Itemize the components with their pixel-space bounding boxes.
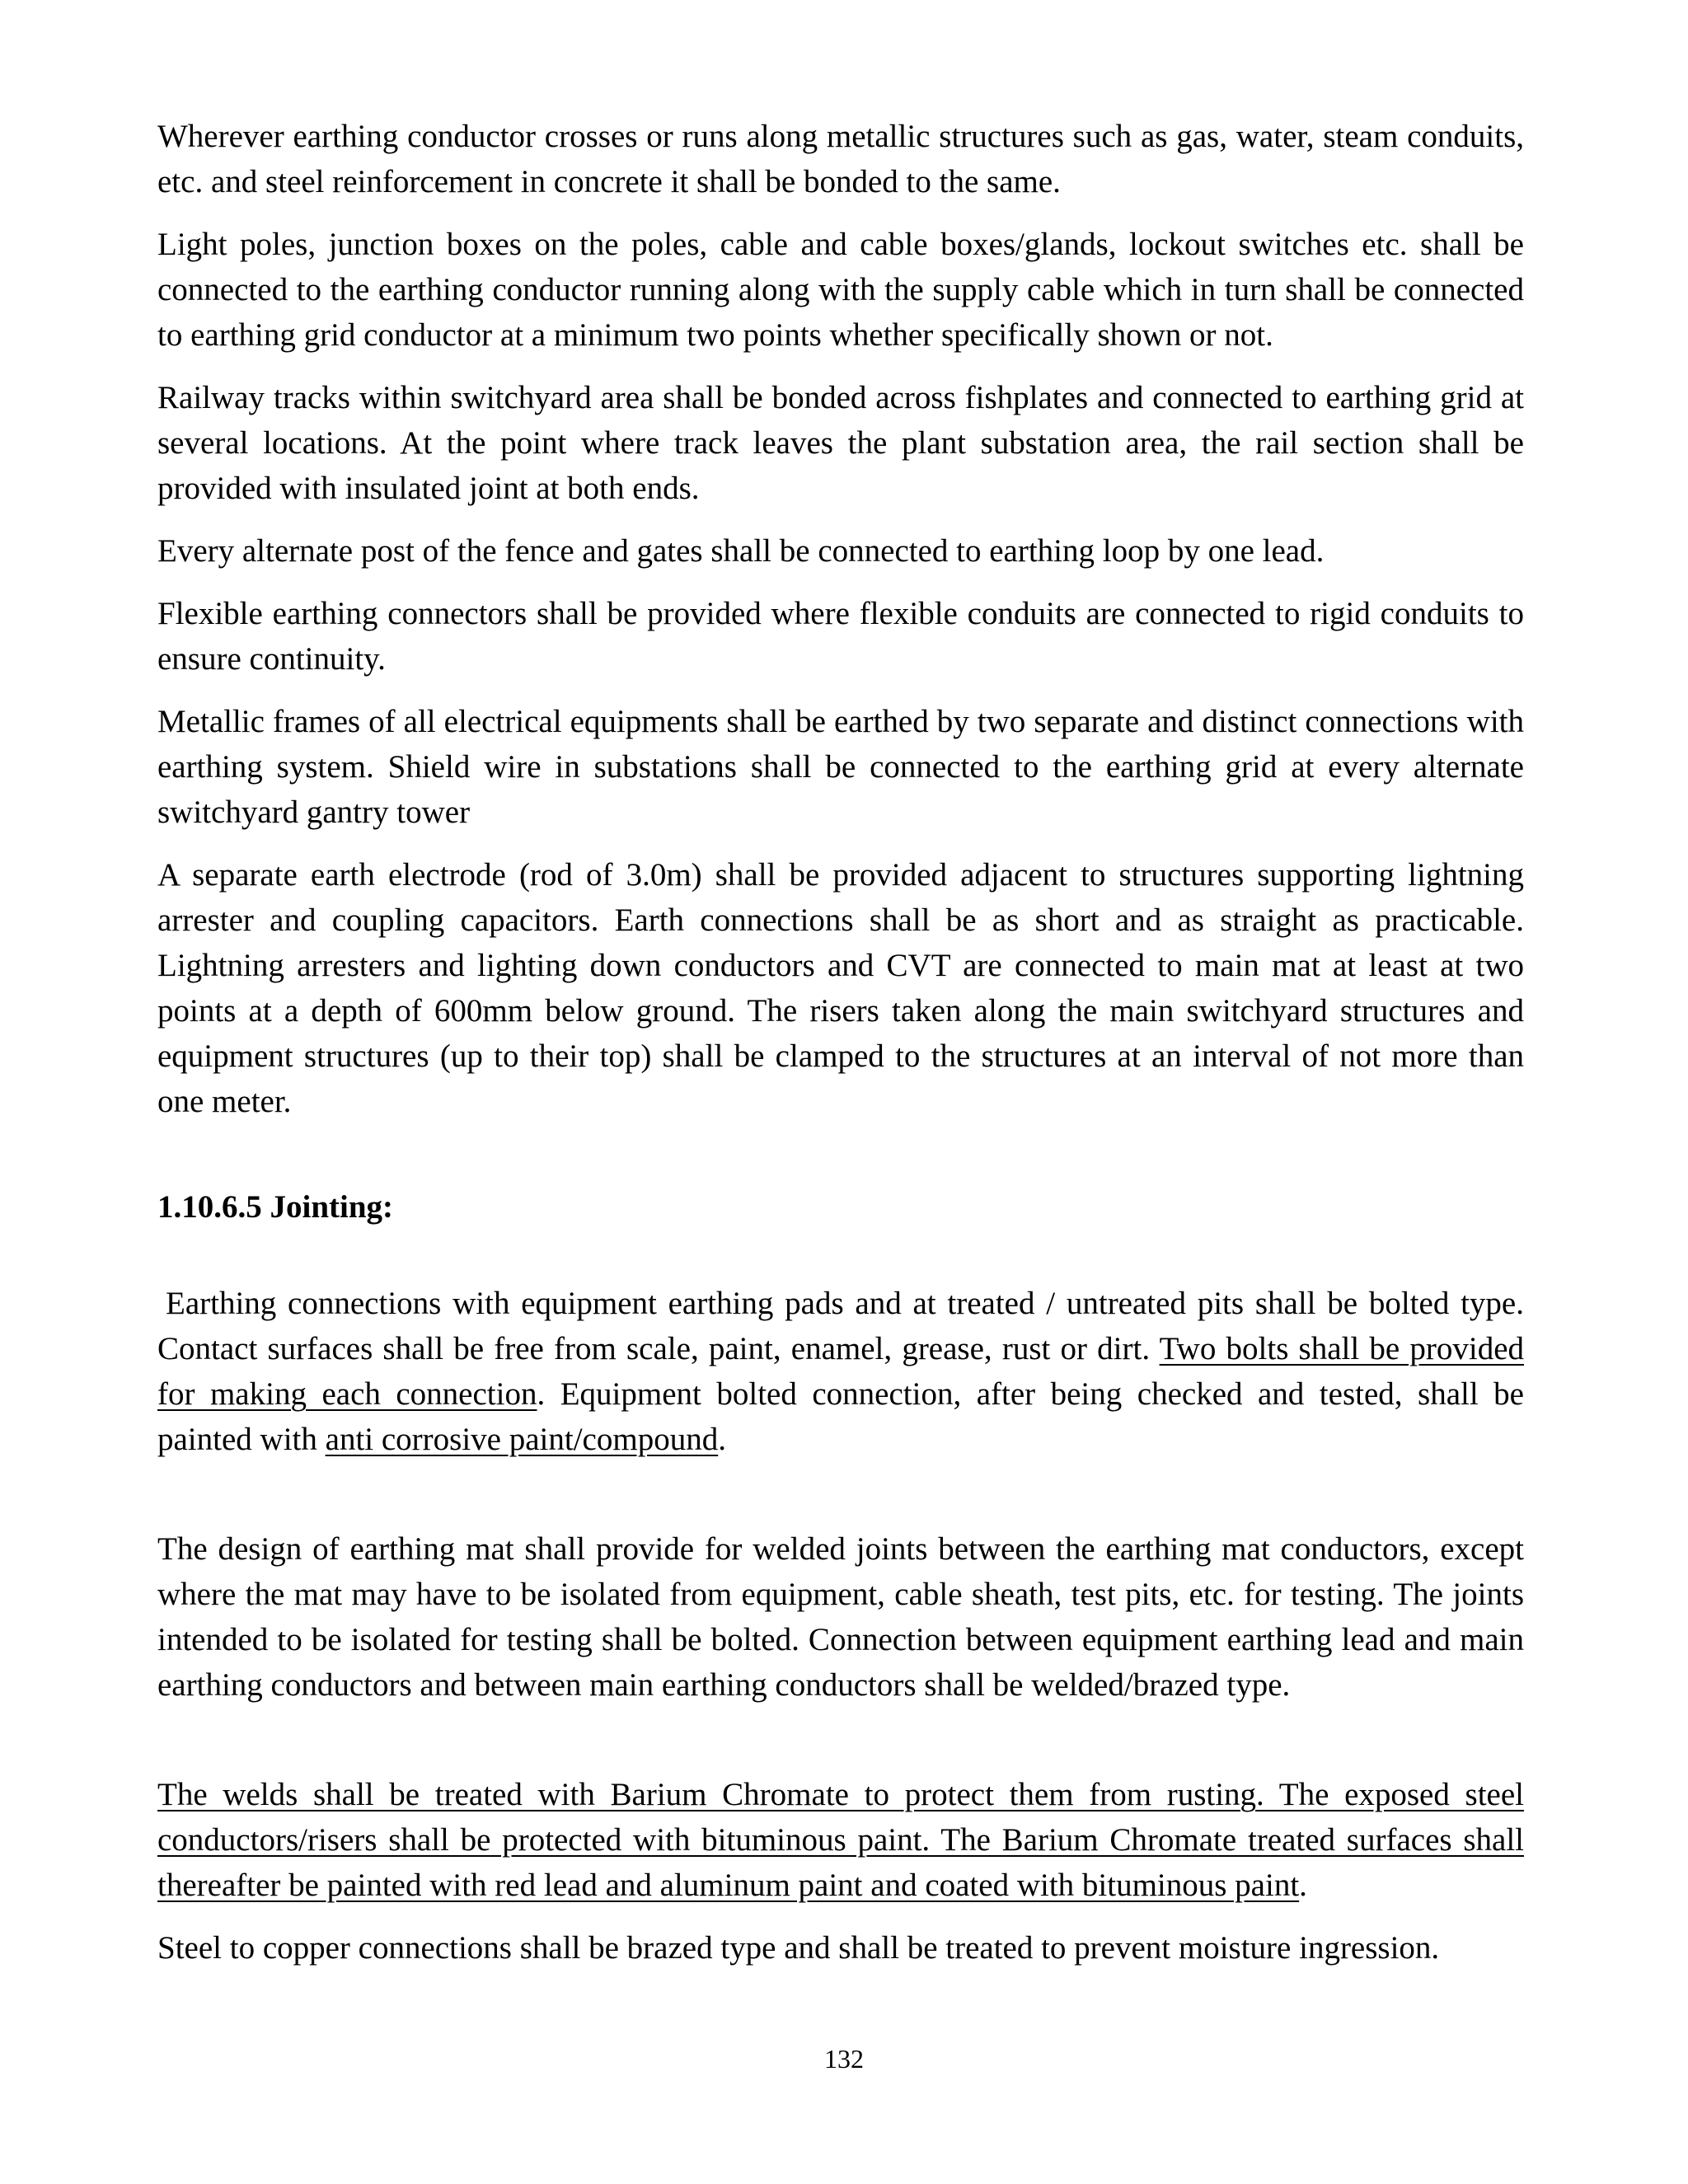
paragraph-flexible-connectors: Flexible earthing connectors shall be provided where flexible conduits are connected to rigid conduits to ensure continuity.	[157, 596, 1524, 677]
jointing-text-part3: .	[718, 1422, 726, 1457]
page-body	[157, 114, 1524, 1988]
paragraph-metallic-frames: Metallic frames of all electrical equipments shall be earthed by two separate and distinct connections with earthing system. Shield wire in substations shall be connected to the earthing grid at every alternate switchyard gantry tower	[157, 704, 1524, 830]
paragraph-jointing-connections	[157, 1281, 1524, 1462]
paragraph-steel-copper: Steel to copper connections shall be brazed type and shall be treated to prevent moisture ingression.	[157, 1930, 1440, 1966]
jointing-text-part1: Earthing connections with equipment earthing pads and at treated / untreated pits shall be bolted type. Contact surfaces shall be free from scale, paint, enamel, grease, rust or dirt.	[157, 1286, 1524, 1366]
paragraph-earthing-mat-design: The design of earthing mat shall provide for welded joints between the earthing mat conductors, except where the mat may have to be isolated from equipment, cable sheath, test pits, etc. for testing. The joints intended to be isolated for testing shall be bolted. Connection between equipment earthing lead and main earthing conductors and between main earthing conductors shall be welded/brazed type.	[157, 1531, 1524, 1703]
section-heading-jointing: 1.10.6.5 Jointing:	[157, 1189, 394, 1225]
paragraph-bonding-metallic-structures: Wherever earthing conductor crosses or runs along metallic structures such as gas, water, steam conduits, etc. and steel reinforcement in concrete it shall be bonded to the same.	[157, 119, 1524, 199]
welds-underlined-text: The welds shall be treated with Barium Chromate to protect them from rusting. The exposed steel conductors/risers shall be protected with bituminous paint. The Barium Chromate treated surfaces shall thereafter be painted with red lead and aluminum paint and coated with bituminous paint	[157, 1777, 1524, 1903]
paragraph-fence-gates: Every alternate post of the fence and gates shall be connected to earthing loop by one lead.	[157, 533, 1325, 569]
jointing-underline-two-bolts: Two bolts shall be provided for making each connection	[157, 1331, 1525, 1412]
jointing-underline-anti-corrosive: anti corrosive paint/compound	[325, 1422, 719, 1457]
paragraph-earth-electrode: A separate earth electrode (rod of 3.0m) shall be provided adjacent to structures supporting lightning arrester and coupling capacitors. Earth connections shall be as short and as straight as practicable. Lightning arresters and lighting down conductors and CVT are connected to main mat at least at two points at a depth of 600mm below ground. The risers taken along the main switchyard structures and equipment structures (up to their top) shall be clamped to the structures at an interval of not more than one meter.	[157, 857, 1524, 1119]
paragraph-welds-treatment	[157, 1772, 1524, 1908]
page-number: 132	[824, 2044, 864, 2074]
paragraph-railway-tracks: Railway tracks within switchyard area shall be bonded across fishplates and connected to earthing grid at several locations. At the point where track leaves the plant substation area, the rail section shall be provided with insulated joint at both ends.	[157, 380, 1524, 506]
welds-tail: .	[1299, 1868, 1307, 1903]
paragraph-light-poles: Light poles, junction boxes on the poles, cable and cable boxes/glands, lockout switches etc. shall be connected to the earthing conductor running along with the supply cable which in turn shall be connected to earthing grid conductor at a minimum two points whether specifically shown or not.	[157, 227, 1524, 353]
jointing-text-part2: . Equipment bolted connection, after being checked and tested, shall be painted with	[157, 1376, 1524, 1457]
